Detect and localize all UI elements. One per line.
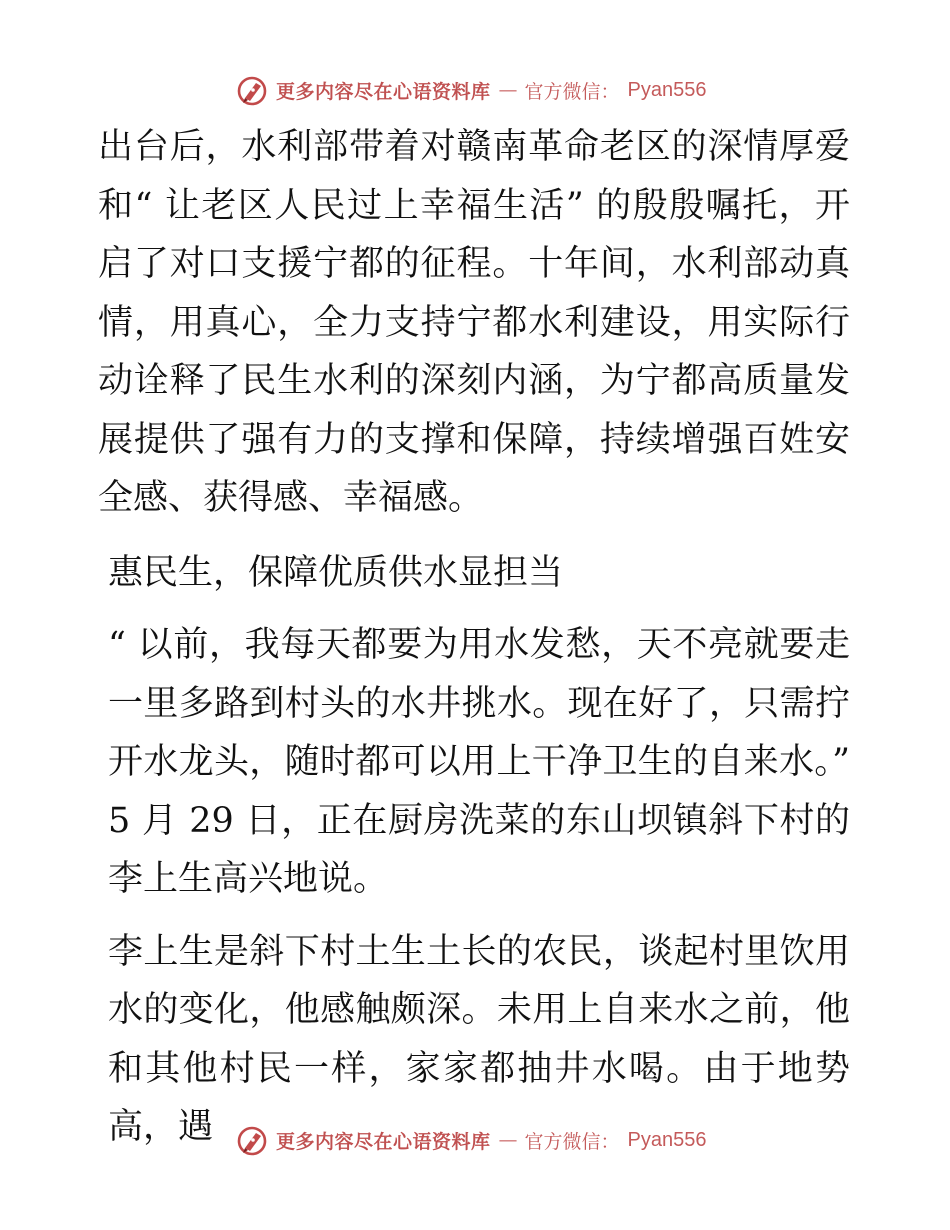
header-brand-text: 更多内容尽在心语资料库: [276, 80, 491, 103]
header-wechat-label: 官方微信：: [524, 80, 620, 103]
header-watermark: [236, 72, 716, 108]
footer-separator: —: [498, 1129, 517, 1151]
footer-brand-text: 更多内容尽在心语资料库: [276, 1130, 491, 1153]
header-separator: —: [498, 79, 517, 101]
footer-wechat-id: Pyan556: [627, 1128, 707, 1151]
paragraph-intro: 出台后，水利部带着对赣南革命老区的深情厚爱和“ 让老区人民过上幸福生活” 的殷殷嘱托，开启了对口支援宁都的征程。十年间，水利部动真情，用真心，全力支持宁都水利建设，用实际行动诠释了民生水利的深刻内涵，为宁都高质量发展提供了强有力的支撑和保障，持续增强百姓安全感、获得感、幸福感。: [98, 127, 850, 518]
pen-nib-logo-icon: [236, 74, 268, 106]
footer-wechat-label: 官方微信：: [524, 1130, 620, 1153]
header-wechat-id: Pyan556: [627, 78, 707, 101]
section-heading: 惠民生，保障优质供水显担当: [108, 552, 564, 593]
article-body: [98, 118, 850, 1157]
pen-nib-logo-icon: [236, 1124, 268, 1156]
paragraph-li-shangsheng: 李上生是斜下村土生土长的农民，谈起村里饮用水的变化，他感触颇深。未用上自来水之前，他和其他村民一样，家家都抽井水喝。由于地势高，遇: [108, 931, 850, 1147]
paragraph-quote: “ 以前，我每天都要为用水发愁，天不亮就要走一里多路到村头的水井挑水。现在好了，只需拧开水龙头，随时都可以用上干净卫生的自来水。” 5 月 29 日，正在厨房洗菜的东山坝镇斜下村的李上生高兴地说。: [108, 625, 850, 899]
footer-watermark: [236, 1122, 716, 1158]
